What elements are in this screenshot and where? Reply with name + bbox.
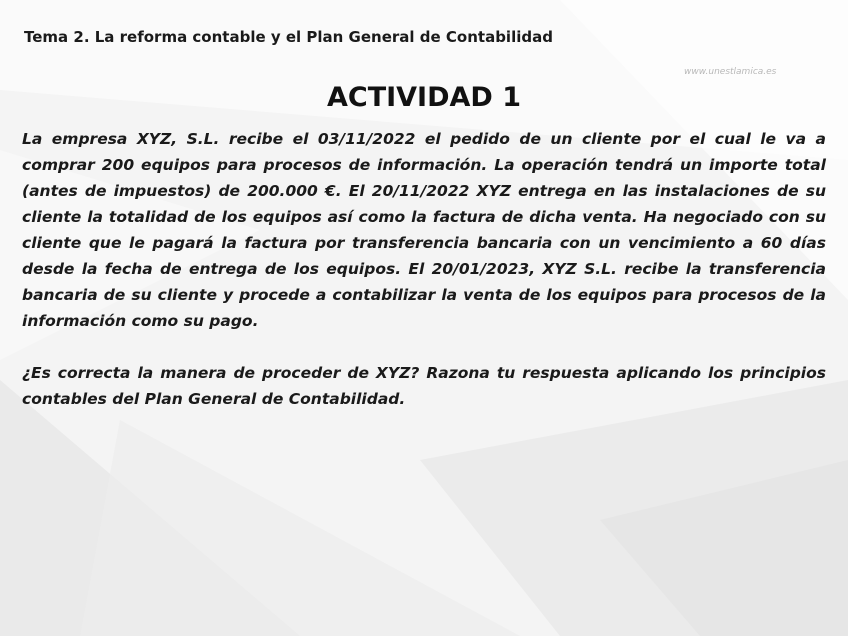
activity-statement: La empresa XYZ, S.L. recibe el 03/11/2022 el pedido de un cliente por el cual le va a comprar 200 equipos para procesos de información. La operación tendrá un importe total (antes de impuestos) de 200.000 €. El 20/11/2022 XYZ entrega en las instalaciones de su cliente la totalidad de los equipos así como la factura de dicha venta. Ha negociado con su cliente que le pagará la factura por transferencia bancaria con un vencimiento a 60 días desde la fecha de entrega de los equipos. El 20/01/2023, XYZ S.L. recibe la transferencia bancaria de su cliente y procede a contabilizar la venta de los equipos para procesos de la información como su pago.	[22, 130, 826, 330]
activity-content	[22, 126, 826, 412]
watermark-url: www.unestlamica.es	[684, 67, 777, 77]
activity-title: ACTIVIDAD 1	[326, 82, 522, 113]
activity-question: ¿Es correcta la manera de proceder de XYZ? Razona tu respuesta aplicando los principios contables del Plan General de Contabilidad.	[22, 364, 826, 408]
header-title: Tema 2. La reforma contable y el Plan General de Contabilidad	[24, 28, 553, 46]
